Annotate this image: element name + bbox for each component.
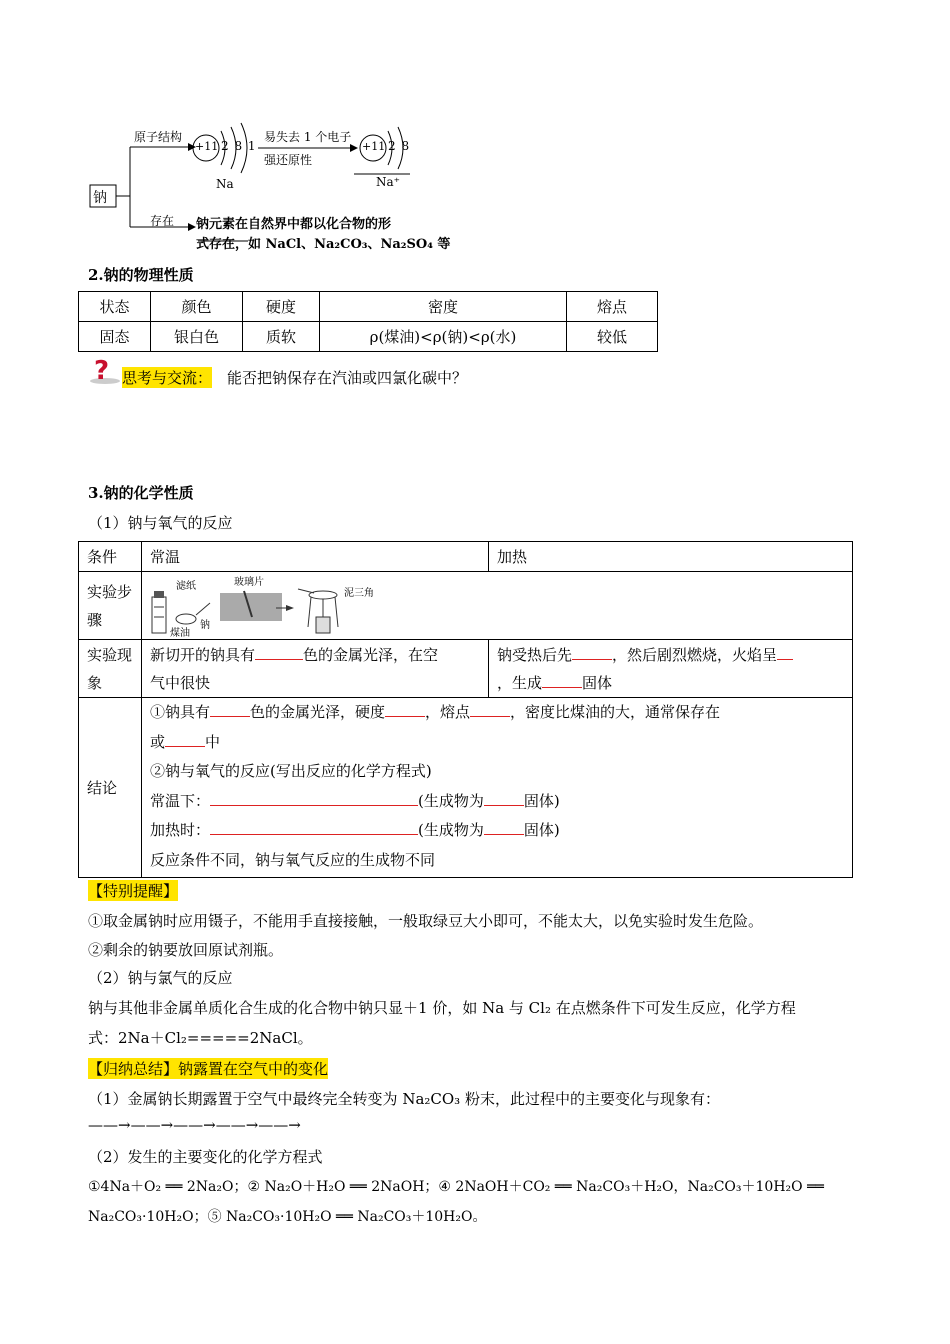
shells-before: 2 8 1 bbox=[221, 139, 257, 153]
concl-4c: 固体) bbox=[523, 791, 560, 810]
chlorine-p1: 钠与其他非金属单质化合生成的化合物中钠只显＋1 价，如 Na 与 Cl₂ 在点燃条件下可发生反应，化学方程 bbox=[88, 999, 796, 1017]
conclusion-cell bbox=[142, 698, 853, 878]
summary-p4: ①4Na＋O₂ ══ 2Na₂O；② Na₂O＋H₂O ══ 2NaOH；④ 2NaOH＋CO₂ ══ Na₂CO₃＋H₂O，Na₂CO₃＋10H₂O ══ bbox=[88, 1179, 824, 1195]
label-filter-paper: 滤纸 bbox=[176, 581, 196, 592]
branch-structure-label: 原子结构 bbox=[134, 130, 183, 144]
phen-left-3: 气中很快 bbox=[150, 674, 211, 692]
section3-title: 3.钠的化学性质 bbox=[88, 484, 194, 502]
concl-3: ②钠与氧气的反应(写出反应的化学方程式) bbox=[150, 762, 432, 780]
phen-normal-cell bbox=[142, 640, 489, 698]
reminder-p1: ①取金属钠时应用镊子，不能用手直接接触，一般取绿豆大小即可，不能太大，以免实验时发生危险。 bbox=[88, 912, 764, 930]
concl-4a: 常温下： bbox=[150, 791, 211, 810]
blank-prod-normal[interactable] bbox=[484, 790, 524, 806]
cond-normal: 常温 bbox=[142, 542, 489, 572]
blank-c-storage[interactable] bbox=[165, 731, 205, 747]
cell-state: 固态 bbox=[79, 322, 151, 352]
section3-sub1: （1）钠与氧气的反应 bbox=[88, 514, 233, 532]
reminder-p2: ②剩余的钠要放回原试剂瓶。 bbox=[88, 941, 284, 959]
blank-c-melting[interactable] bbox=[470, 701, 510, 717]
blank-phen-flame[interactable] bbox=[777, 644, 793, 660]
cell-density: ρ(煤油)<ρ(钠)<ρ(水) bbox=[320, 322, 567, 352]
phen-left-2: 色的金属光泽，在空 bbox=[303, 646, 439, 664]
section2-title: 2.钠的物理性质 bbox=[88, 266, 194, 284]
blank-eq-heat[interactable] bbox=[210, 819, 418, 835]
summary-p1: （1）金属钠长期露置于空气中最终完全转变为 Na₂CO₃ 粉末，此过程中的主要变化与现象有： bbox=[88, 1090, 720, 1108]
sodium-diagram bbox=[88, 115, 468, 255]
header-state: 状态 bbox=[79, 292, 151, 322]
blank-phen-melt[interactable] bbox=[572, 644, 612, 660]
concl-5c: 固体) bbox=[523, 821, 560, 839]
physical-properties-table bbox=[78, 291, 658, 352]
header-density: 密度 bbox=[320, 292, 567, 322]
step-label: 实验步骤 bbox=[79, 572, 142, 640]
branch-existence-label: 存在 bbox=[150, 214, 175, 228]
label-sodium: 钠 bbox=[200, 620, 210, 631]
shells-after: 2 8 bbox=[388, 139, 411, 153]
atom-before-label: Na bbox=[216, 177, 234, 191]
root-label: 钠 bbox=[93, 190, 107, 206]
blank-prod-heat[interactable] bbox=[484, 819, 524, 835]
header-hardness: 硬度 bbox=[243, 292, 320, 322]
arrow-bottom-text: 强还原性 bbox=[264, 153, 313, 167]
phen-right-1: 钠受热后先 bbox=[497, 646, 573, 664]
cell-hardness: 质软 bbox=[243, 322, 320, 352]
concl-2b: 中 bbox=[205, 732, 221, 751]
concl-2a: 或 bbox=[150, 732, 166, 751]
blank-phen-color[interactable] bbox=[255, 644, 303, 660]
question-mark-icon bbox=[88, 355, 122, 385]
svg-text:?: ? bbox=[94, 356, 110, 385]
label-clay-triangle: 泥三角 bbox=[344, 588, 374, 599]
concl-1c: ，熔点 bbox=[425, 703, 471, 721]
reminder-label: 【特别提醒】 bbox=[88, 882, 179, 900]
think-label: 思考与交流： bbox=[122, 369, 213, 387]
summary-p2: ——→——→——→——→——→ bbox=[88, 1116, 301, 1134]
cond-heat: 加热 bbox=[489, 542, 853, 572]
concl-5b: (生成物为 bbox=[418, 821, 484, 839]
arrow-top-text: 易失去 1 个电子 bbox=[264, 130, 352, 144]
concl-1a: ①钠具有 bbox=[150, 703, 211, 721]
phen-left-1: 新切开的钠具有 bbox=[150, 646, 256, 664]
summary-label: 【归纳总结】钠露置在空气中的变化 bbox=[88, 1060, 329, 1078]
phen-right-2: ，然后剧烈燃烧，火焰呈 bbox=[612, 646, 778, 664]
concl-1b: 色的金属光泽，硬度 bbox=[250, 703, 386, 721]
concl-5a: 加热时： bbox=[150, 821, 211, 839]
phen-label: 实验现象 bbox=[79, 640, 142, 698]
nucleus-before: +11 bbox=[195, 140, 219, 153]
blank-phen-solid[interactable] bbox=[542, 672, 582, 688]
blank-c-hardness[interactable] bbox=[385, 701, 425, 717]
summary-p3: （2）发生的主要变化的化学方程式 bbox=[88, 1148, 323, 1166]
chlorine-p2: 式：2Na＋Cl₂=====2NaCl。 bbox=[88, 1029, 313, 1047]
header-color: 颜色 bbox=[151, 292, 243, 322]
cell-color: 银白色 bbox=[151, 322, 243, 352]
summary-p5: Na₂CO₃·10H₂O；⑤ Na₂CO₃·10H₂O ══ Na₂CO₃＋10H₂O。 bbox=[88, 1209, 487, 1225]
existence-line1: 钠元素在自然界中都以化合物的形 bbox=[196, 217, 392, 232]
concl-6: 反应条件不同，钠与氧气反应的生成物不同 bbox=[150, 850, 436, 869]
cond-label: 条件 bbox=[79, 542, 142, 572]
chlorine-sub2: （2）钠与氯气的反应 bbox=[88, 969, 233, 987]
nucleus-after: +11 bbox=[362, 140, 386, 153]
concl-4b: (生成物为 bbox=[418, 791, 484, 810]
ion-after-label: Na⁺ bbox=[376, 175, 400, 189]
phen-heat-cell bbox=[489, 640, 853, 698]
header-melting: 熔点 bbox=[567, 292, 658, 322]
phen-right-3: ，生成 bbox=[497, 674, 543, 692]
concl-label: 结论 bbox=[79, 698, 142, 878]
step-illustration-cell bbox=[142, 572, 853, 640]
blank-eq-normal[interactable] bbox=[210, 790, 418, 806]
label-glass-plate: 玻璃片 bbox=[234, 577, 264, 588]
phen-right-4: 固体 bbox=[582, 674, 613, 692]
existence-line2: 式存在，如 NaCl、Na₂CO₃、Na₂SO₄ 等 bbox=[196, 237, 451, 252]
oxygen-reaction-table bbox=[78, 541, 853, 878]
think-question: 能否把钠保存在汽油或四氯化碳中？ bbox=[227, 369, 468, 387]
label-kerosene: 煤油 bbox=[170, 628, 190, 639]
blank-c-color[interactable] bbox=[210, 701, 250, 717]
cell-melting: 较低 bbox=[567, 322, 658, 352]
concl-1d: ，密度比煤油的大，通常保存在 bbox=[510, 703, 721, 721]
